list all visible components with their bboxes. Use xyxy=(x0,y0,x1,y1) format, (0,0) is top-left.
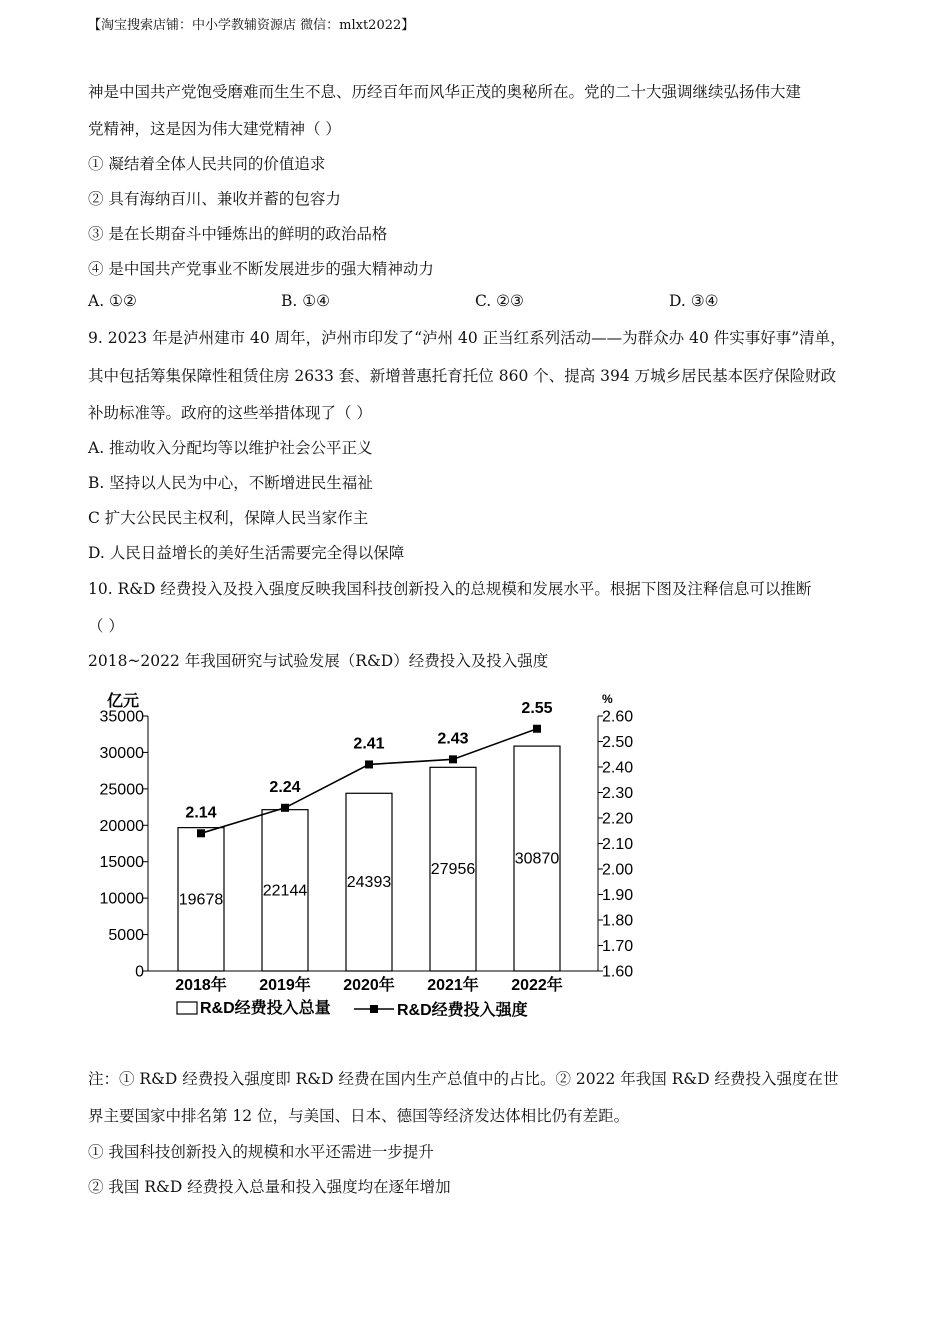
q10-note-line1: 注：① R&D 经费投入强度即 R&D 经费在国内生产总值中的占比。② 2022 年我国 R&D 经费投入强度在世 xyxy=(88,1070,839,1088)
line-value-label: 2.14 xyxy=(185,804,217,822)
q10-item-2: ② 我国 R&D 经费投入总量和投入强度均在逐年增加 xyxy=(88,1178,451,1196)
y-tick-label-right: 2.30 xyxy=(602,785,634,802)
q9-stem-line3: 补助标准等。政府的这些举措体现了（ ） xyxy=(88,404,372,422)
q10-stem-line1: 10. R&D 经费投入及投入强度反映我国科技创新投入的总规模和发展水平。根据下图及注释信息可以推断 xyxy=(88,580,812,598)
rd-chart xyxy=(88,684,668,1029)
line-point-marker xyxy=(281,804,289,812)
y-tick-label-right: 2.00 xyxy=(602,861,634,879)
chart-title: 2018~2022 年我国研究与试验发展（R&D）经费投入及投入强度 xyxy=(88,652,549,670)
line-value-label: 2.55 xyxy=(521,699,553,717)
q9-option-a[interactable]: A. 推动收入分配均等以维护社会公平正义 xyxy=(88,439,373,457)
q9-option-c[interactable]: C 扩大公民民主权利，保障人民当家作主 xyxy=(88,509,369,527)
line-point-marker xyxy=(449,755,457,763)
bar-value-label: 22144 xyxy=(262,882,308,900)
q8-item-2: ② 具有海纳百川、兼收并蓄的包容力 xyxy=(88,190,341,208)
y-tick-label-left: 30000 xyxy=(99,744,144,762)
x-tick-label: 2019年 xyxy=(259,977,311,994)
y-tick-label-left: 5000 xyxy=(108,927,144,945)
q9-stem-line2: 其中包括筹集保障性租赁住房 2633 套、新增普惠托育托位 860 个、提高 394 万城乡居民基本医疗保险财政 xyxy=(88,367,837,385)
y-tick-label-right: 1.90 xyxy=(602,887,634,904)
bar-value-label: 27956 xyxy=(430,861,476,879)
y-tick-label-left: 15000 xyxy=(99,854,144,872)
x-tick-label: 2021年 xyxy=(427,977,479,994)
q8-option-a[interactable]: A. ①② xyxy=(88,292,137,310)
y-tick-label-right: 1.60 xyxy=(602,963,634,981)
line-point-marker xyxy=(365,760,373,768)
q9-stem-line1: 9. 2023 年是泸州建市 40 周年，泸州市印发了“泸州 40 正当红系列活动——为群众办 40 件实事好事”清单， xyxy=(88,329,846,347)
y-axis-right-label: % xyxy=(602,692,613,706)
y-tick-label-left: 0 xyxy=(135,963,144,981)
bar-value-label: 24393 xyxy=(346,874,392,892)
x-tick-label: 2018年 xyxy=(175,977,227,994)
line-value-label: 2.43 xyxy=(437,730,469,748)
y-tick-label-right: 1.70 xyxy=(602,938,634,955)
q9-option-d[interactable]: D. 人民日益增长的美好生活需要完全得以保障 xyxy=(88,544,405,562)
line-point-marker xyxy=(533,725,541,733)
header-banner: 【淘宝搜索店铺：中小学教辅资源店 微信：mlxt2022】 xyxy=(88,18,415,33)
q9-option-b[interactable]: B. 坚持以人民为中心，不断增进民生福祉 xyxy=(88,474,373,492)
q10-item-1: ① 我国科技创新投入的规模和水平还需进一步提升 xyxy=(88,1143,434,1161)
line-point-marker xyxy=(197,829,205,837)
q8-stem-line2: 党精神，这是因为伟大建党精神（ ） xyxy=(88,120,341,138)
q8-option-d[interactable]: D. ③④ xyxy=(669,292,719,310)
y-tick-label-left: 20000 xyxy=(99,817,144,835)
line-value-label: 2.24 xyxy=(269,778,301,796)
y-tick-label-left: 25000 xyxy=(99,781,144,799)
legend-bar-swatch xyxy=(177,1002,197,1014)
x-tick-label: 2020年 xyxy=(343,977,395,994)
bar-value-label: 30870 xyxy=(514,850,560,868)
y-axis-left-label: 亿元 xyxy=(106,693,140,710)
x-tick-label: 2022年 xyxy=(511,977,563,994)
q8-item-4: ④ 是中国共产党事业不断发展进步的强大精神动力 xyxy=(88,260,434,278)
q10-stem-line2: （ ） xyxy=(88,617,124,635)
y-tick-label-right: 1.80 xyxy=(602,912,634,930)
q10-note-line2: 界主要国家中排名第 12 位，与美国、日本、德国等经济发达体相比仍有差距。 xyxy=(88,1107,630,1125)
q8-stem-line1: 神是中国共产党饱受磨难而生生不息、历经百年而风华正茂的奥秘所在。党的二十大强调继续弘扬伟大建 xyxy=(88,83,802,101)
y-tick-label-left: 35000 xyxy=(99,708,144,726)
bar-value-label: 19678 xyxy=(178,891,224,909)
line-value-label: 2.41 xyxy=(353,735,385,753)
legend-line-label: R&D经费投入强度 xyxy=(397,1002,528,1019)
y-tick-label-right: 2.40 xyxy=(602,759,634,777)
y-tick-label-right: 2.20 xyxy=(602,810,634,828)
y-tick-label-right: 2.50 xyxy=(602,734,634,751)
y-tick-label-right: 2.60 xyxy=(602,708,634,726)
q8-item-1: ① 凝结着全体人民共同的价值追求 xyxy=(88,155,326,173)
q8-option-b[interactable]: B. ①④ xyxy=(281,292,331,310)
y-tick-label-right: 2.10 xyxy=(602,836,634,853)
q8-item-3: ③ 是在长期奋斗中锤炼出的鲜明的政治品格 xyxy=(88,225,388,243)
q8-option-c[interactable]: C. ②③ xyxy=(475,292,524,310)
q8-options xyxy=(88,292,888,312)
y-tick-label-left: 10000 xyxy=(99,890,144,908)
legend-line-marker xyxy=(370,1005,378,1013)
legend-bar-label: R&D经费投入总量 xyxy=(200,1000,331,1017)
